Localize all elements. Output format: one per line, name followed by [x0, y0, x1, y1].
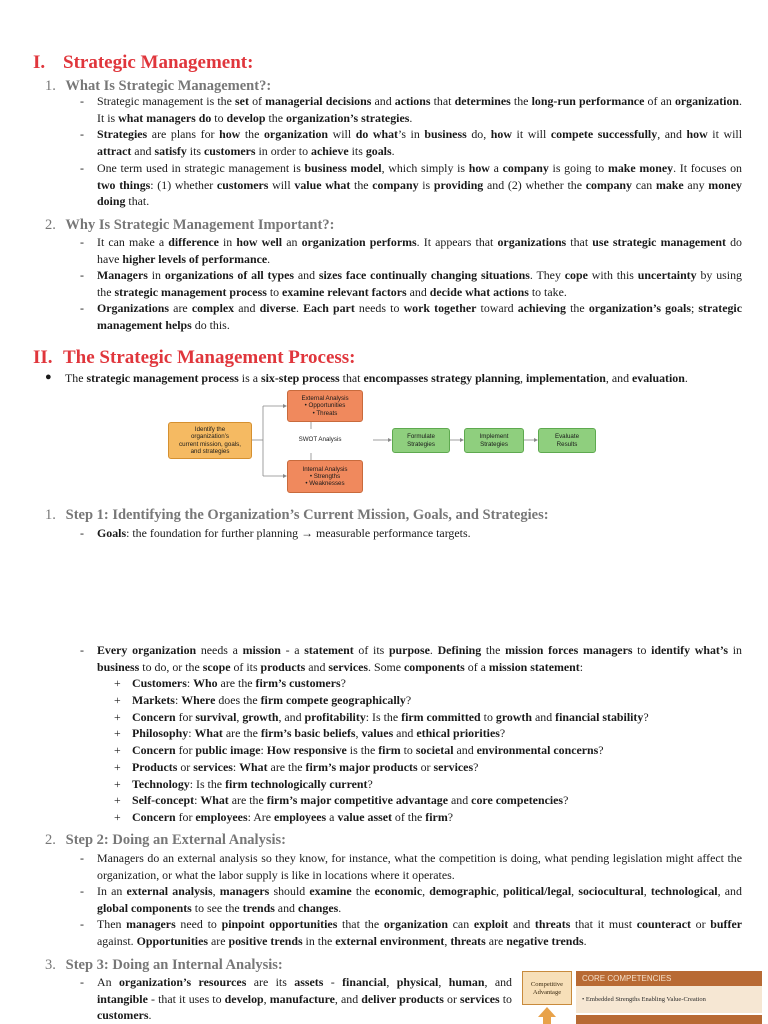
mission-component: + Technology: Is the firm technologically current? — [114, 777, 373, 791]
bullet-item: - One term used in strategic management is business model, which simply is how a company is going to make money. It focuses on two things: (1) whether customers will value what the company is providing and (2) whether the company can make any money doing that. — [80, 161, 742, 209]
up-arrow-stem — [543, 1017, 551, 1024]
internal-analysis-box: Internal Analysis • Strengths • Weaknesses — [287, 460, 363, 493]
process-diagram — [168, 389, 608, 497]
mission-component: + Products or services: What are the firm’s major products or services? — [114, 760, 479, 774]
bullet-item: - Strategies are plans for how the organization will do what’s in business do, how it will compete successfully, and how it will attract and satisfy its customers in order to achieve its goals. — [80, 127, 742, 158]
core-competencies-body: • Embedded Strengths Enabling Value-Creation — [576, 986, 762, 1013]
identify-mission-box: Identify the organization’s current mission, goals, and strategies — [168, 422, 252, 459]
bullet-item: - Strategic management is the set of managerial decisions and actions that determines the long-run performance of an organization. It is what managers do to develop the organization’s strategies. — [80, 94, 742, 125]
bullet-item: - Managers do an external analysis so they know, for instance, what the competition is doing, what pending legislation might affect the organization, or what the labor supply is like in locations where it operates. — [80, 851, 742, 882]
subheading-what-is: 1. What Is Strategic Management?: — [45, 78, 272, 94]
bullet-item: - In an external analysis, managers should examine the economic, demographic, political/legal, sociocultural, technological, and global components to see the trends and changes. — [80, 884, 742, 915]
bullet-item: - An organization’s resources are its assets - financial, physical, human, and intangible - that it uses to develop, manufacture, and deliver products or services to customers. — [80, 975, 512, 1023]
mission-component: + Concern for employees: Are employees a value asset of the firm? — [114, 810, 454, 824]
bullet-item: - Then managers need to pinpoint opportunities that the organization can exploit and threats that it must counteract or buffer against. Opportunities are positive trends in the external environment, threats are negative trends. — [80, 917, 742, 948]
evaluate-results-box: Evaluate Results — [538, 428, 596, 453]
subheading-step-3: 3. Step 3: Doing an Internal Analysis: — [45, 957, 283, 973]
mission-component: + Customers: Who are the firm’s customers? — [114, 676, 346, 690]
mission-component: + Concern for survival, growth, and profitability: Is the firm committed to growth and financial stability? — [114, 710, 649, 724]
core-competencies-graphic — [522, 967, 762, 1024]
section-heading-1: I. Strategic Management: — [33, 52, 254, 73]
bullet-mission: - Every organization needs a mission - a statement of its purpose. Defining the mission forces managers to identify what’s in business to do, or the scope of its products and services. Some components of a mission statement: — [80, 643, 742, 674]
up-arrow-icon — [538, 1007, 556, 1017]
mission-component: + Philosophy: What are the firm’s basic beliefs, values and ethical priorities? — [114, 726, 506, 740]
section-heading-2: II. The Strategic Management Process: — [33, 347, 356, 368]
subheading-step-2: 2. Step 2: Doing an External Analysis: — [45, 832, 286, 848]
mission-component: + Concern for public image: How responsive is the firm to societal and environmental concerns? — [114, 743, 604, 757]
competitive-advantage-box: Competitive Advantage — [522, 971, 572, 1005]
subheading-step-1: 1. Step 1: Identifying the Organization’s Current Mission, Goals, and Strategies: — [45, 507, 549, 523]
mission-component: + Markets: Where does the firm compete geographically? — [114, 693, 412, 707]
mission-component: + Self-concept: What are the firm’s major competitive advantage and core competencies? — [114, 793, 569, 807]
formulate-strategies-box: Formulate Strategies — [392, 428, 450, 453]
bullet-item: - It can make a difference in how well an organization performs. It appears that organizations that use strategic management do have higher levels of performance. — [80, 235, 742, 266]
capabilities-header — [576, 1015, 762, 1024]
bullet-item: - Managers in organizations of all types and sizes face continually changing situations. They cope with this uncertainty by using the strategic management process to examine relevant factors and decide what actions to take. — [80, 268, 742, 299]
external-analysis-box: External Analysis • Opportunities • Threats — [287, 390, 363, 422]
implement-strategies-box: Implement Strategies — [464, 428, 524, 453]
bullet-item: - Organizations are complex and diverse. Each part needs to work together toward achieving the organization’s goals; strategic management helps do this. — [80, 301, 742, 332]
swot-analysis-label: SWOT Analysis — [298, 436, 342, 444]
core-competencies-header: CORE COMPETENCIES — [576, 971, 762, 986]
bullet-goals: - Goals: the foundation for further planning → measurable performance targets. — [80, 526, 471, 540]
subheading-why-important: 2. Why Is Strategic Management Important?: — [45, 217, 335, 233]
bullet-intro: ● The strategic management process is a six-step process that encompasses strategy planning, implementation, and evaluation. — [45, 371, 688, 385]
